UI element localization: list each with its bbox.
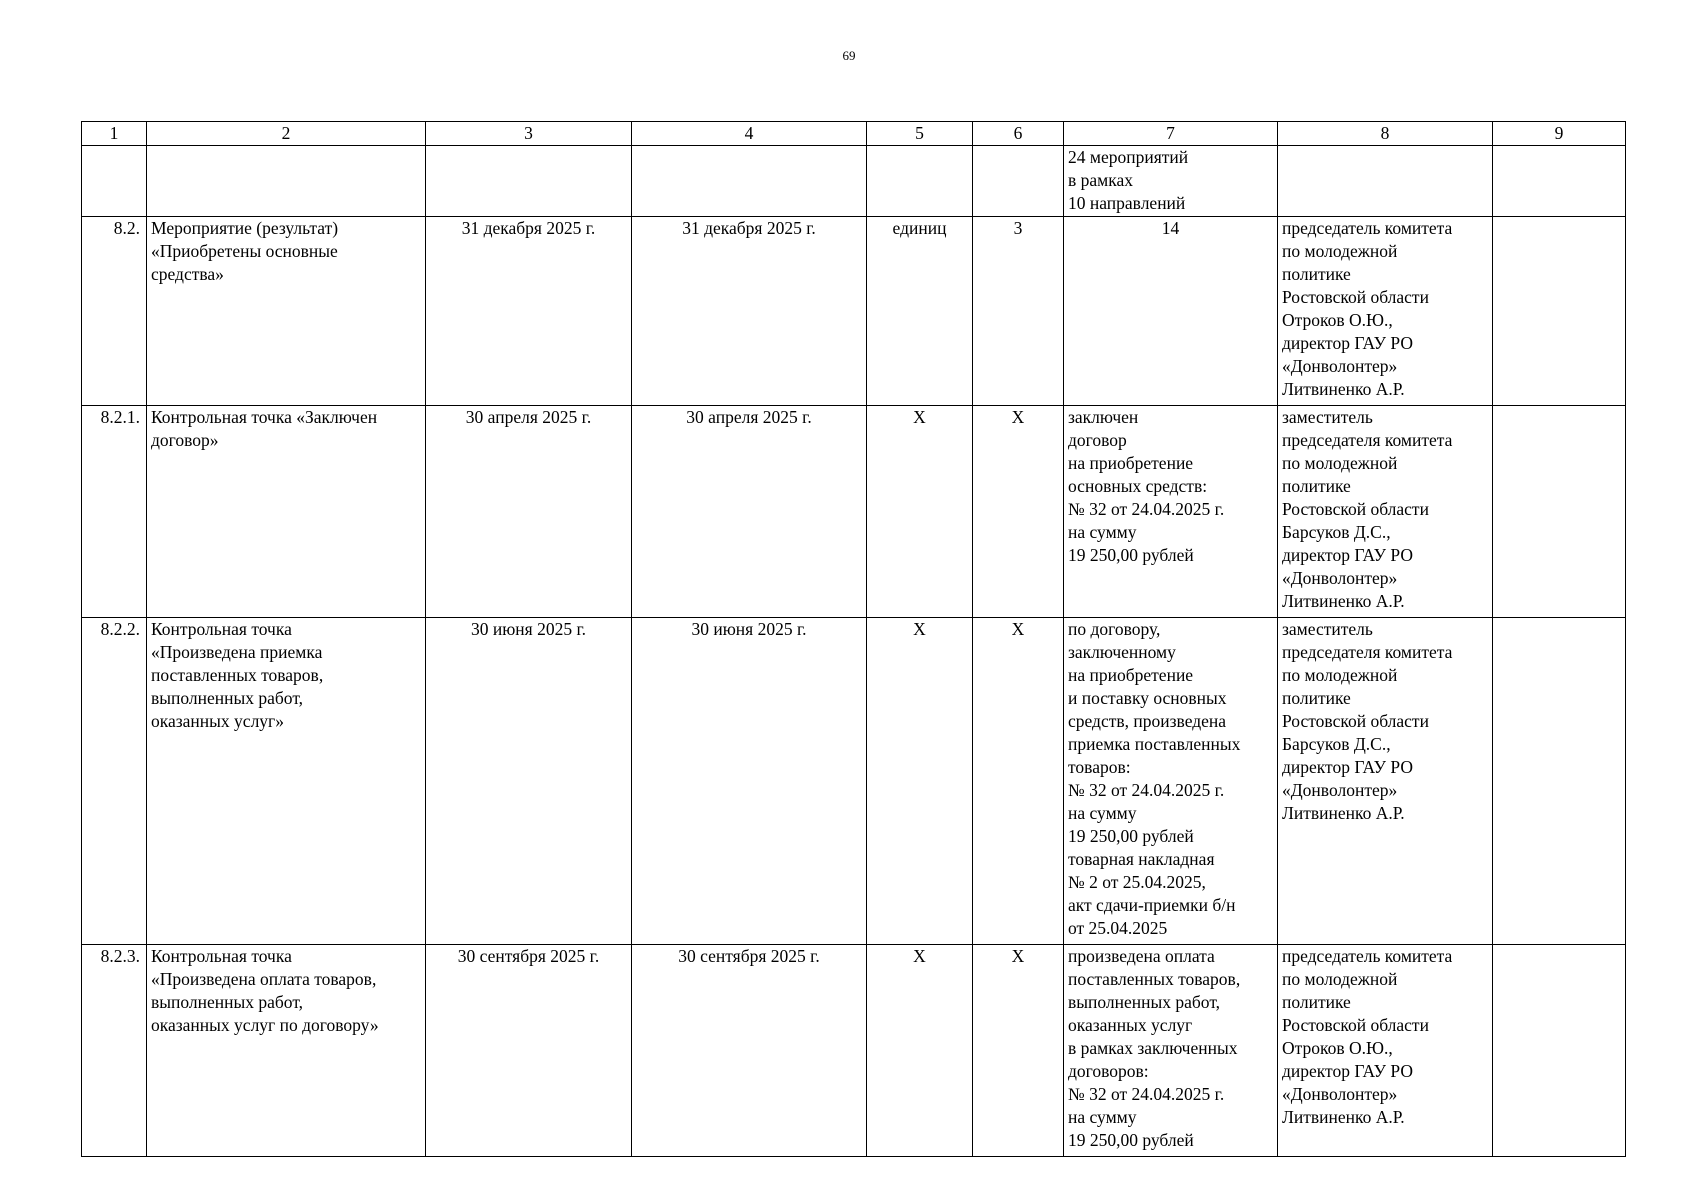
value-cell: Х [973,945,1064,1157]
column-header: 9 [1493,122,1626,146]
result-cell: произведена оплата поставленных товаров, выполненных работ, оказанных услуг в рамках заключенных договоров: № 32 от 24.04.2025 г. на сумму 19 250,00 рублей [1064,945,1278,1157]
result-cell: по договору, заключенному на приобретение и поставку основных средств, произведена приемка поставленных товаров: № 32 от 24.04.2025 г. на сумму 19 250,00 рублей товарная накладная № 2 от 25.04.2025, акт сдачи-приемки б/н от 25.04.2025 [1064,618,1278,945]
start-date-cell [426,146,632,217]
column-header: 5 [867,122,973,146]
item-name-cell: Контрольная точка «Заключен договор» [147,406,426,618]
end-date-cell: 31 декабря 2025 г. [632,217,867,406]
end-date-cell: 30 апреля 2025 г. [632,406,867,618]
start-date-cell: 30 сентября 2025 г. [426,945,632,1157]
result-cell: 24 мероприятий в рамках 10 направлений [1064,146,1278,217]
note-cell [1493,406,1626,618]
end-date-cell: 30 июня 2025 г. [632,618,867,945]
responsible-cell [1278,146,1493,217]
end-date-cell: 30 сентября 2025 г. [632,945,867,1157]
note-cell [1493,945,1626,1157]
note-cell [1493,618,1626,945]
table-row [82,146,1626,217]
column-header: 2 [147,122,426,146]
column-header: 3 [426,122,632,146]
row-number-cell: 8.2. [82,217,147,406]
item-name-cell [147,146,426,217]
unit-cell: Х [867,945,973,1157]
value-cell [973,146,1064,217]
value-cell: 3 [973,217,1064,406]
item-name-cell: Контрольная точка «Произведена приемка поставленных товаров, выполненных работ, оказанных услуг» [147,618,426,945]
column-header: 6 [973,122,1064,146]
responsible-cell: председатель комитета по молодежной политике Ростовской области Отроков О.Ю., директор ГАУ РО «Донволонтер» Литвиненко А.Р. [1278,217,1493,406]
column-header: 7 [1064,122,1278,146]
item-name-cell: Мероприятие (результат) «Приобретены основные средства» [147,217,426,406]
unit-cell: единиц [867,217,973,406]
value-cell: Х [973,406,1064,618]
row-number-cell: 8.2.2. [82,618,147,945]
start-date-cell: 30 июня 2025 г. [426,618,632,945]
unit-cell [867,146,973,217]
row-number-cell: 8.2.1. [82,406,147,618]
plan-table [81,121,1626,1157]
item-name-cell: Контрольная точка «Произведена оплата товаров, выполненных работ, оказанных услуг по договору» [147,945,426,1157]
note-cell [1493,217,1626,406]
unit-cell: Х [867,618,973,945]
column-header: 8 [1278,122,1493,146]
unit-cell: Х [867,406,973,618]
table-row [82,618,1626,945]
row-number-cell: 8.2.3. [82,945,147,1157]
end-date-cell [632,146,867,217]
table-row [82,406,1626,618]
column-number-row [82,122,1626,146]
result-cell: заключен договор на приобретение основных средств: № 32 от 24.04.2025 г. на сумму 19 250,00 рублей [1064,406,1278,618]
value-cell: Х [973,618,1064,945]
table-row [82,217,1626,406]
column-header: 4 [632,122,867,146]
start-date-cell: 30 апреля 2025 г. [426,406,632,618]
responsible-cell: заместитель председателя комитета по молодежной политике Ростовской области Барсуков Д.С., директор ГАУ РО «Донволонтер» Литвиненко А.Р. [1278,406,1493,618]
column-header: 1 [82,122,147,146]
page-number: 69 [842,48,856,63]
row-number-cell [82,146,147,217]
result-cell: 14 [1064,217,1278,406]
table-row [82,945,1626,1157]
responsible-cell: заместитель председателя комитета по молодежной политике Ростовской области Барсуков Д.С., директор ГАУ РО «Донволонтер» Литвиненко А.Р. [1278,618,1493,945]
start-date-cell: 31 декабря 2025 г. [426,217,632,406]
note-cell [1493,146,1626,217]
responsible-cell: председатель комитета по молодежной политике Ростовской области Отроков О.Ю., директор ГАУ РО «Донволонтер» Литвиненко А.Р. [1278,945,1493,1157]
